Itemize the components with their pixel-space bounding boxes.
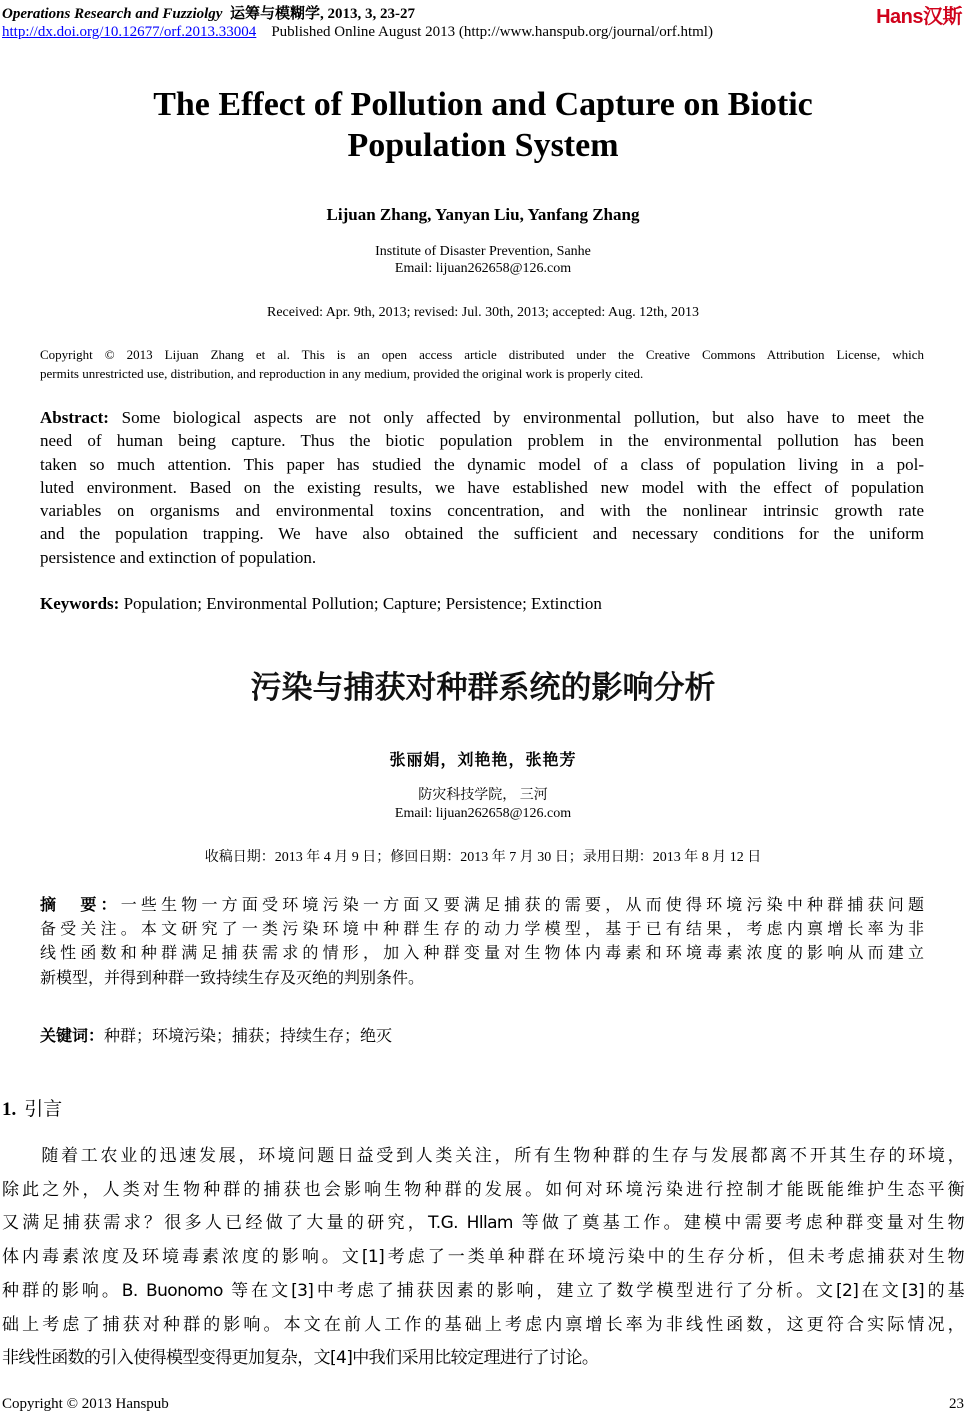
cn-keywords-label: 关键词：: [40, 1026, 105, 1045]
abstract: [40, 406, 924, 569]
copyright-line: permits unrestricted use, distribution, and reproduction in any medium, provided the original work is properly cited.: [40, 366, 644, 381]
section-title: 引言: [24, 1098, 63, 1120]
line-text: need of human being capture. Thus the biotic population problem in the environmental pollution has been: [40, 431, 924, 451]
hans-logo: Hans汉斯: [876, 6, 962, 28]
line-text: and the population trapping. We have also obtained the sufficient and necessary conditions for the uniform: [40, 524, 924, 544]
text-line: [2, 1309, 964, 1343]
text-line: [2, 1174, 964, 1208]
affiliation: Institute of Disaster Prevention, Sanhe: [375, 244, 591, 259]
copyright-line: Copyright © 2013 Lijuan Zhang et al. This is an open access article distributed under the Creative Commons Attribution License, which: [40, 347, 924, 362]
line-text: 随着工农业的迅速发展，环境问题日益受到人类关注，所有生物种群的生存与发展都离不开其生存的环境，: [2, 1146, 964, 1166]
section-number: 1.: [2, 1099, 17, 1120]
text-line: [40, 499, 924, 522]
line-text: 新模型，并得到种群一致持续生存及灭绝的判别条件。: [40, 967, 425, 987]
text-line: [40, 522, 924, 545]
text-line: [40, 546, 924, 569]
journal-cn: 运筹与模糊学, 2013, 3, 23-27: [229, 6, 415, 22]
doi-link[interactable]: http://dx.doi.org/10.12677/orf.2013.33004: [2, 24, 257, 40]
line-text: 一些生物一方面受环境污染一方面又要满足捕获的需要，从而使得环境污染中种群捕获问题: [120, 895, 924, 914]
line-text: 础上考虑了捕获对种群的影响。本文在前人工作的基础上考虑内禀增长率为非线性函数，这更符合实际情况，: [2, 1314, 964, 1335]
doi-line: [2, 24, 713, 41]
line-text: 非线性函数的引入使得模型变得更加复杂，文[4]中我们采用比较定理进行了讨论。: [2, 1348, 599, 1369]
received-dates: Received: Apr. 9th, 2013; revised: Jul. 30th, 2013; accepted: Aug. 12th, 2013: [267, 305, 699, 320]
text-line: [40, 941, 924, 965]
abstract-label: 摘 要：: [40, 895, 121, 914]
journal-name: Operations Research and Fuzziolgy: [2, 6, 223, 22]
text-line: [2, 1342, 964, 1376]
title-line: Population System: [347, 127, 619, 164]
footer-copyright: Copyright © 2013 Hanspub: [2, 1396, 169, 1412]
cn-received: 收稿日期：2013 年 4 月 9 日；修回日期：2013 年 7 月 30 日；录用日期：2013 年 8 月 12 日: [204, 850, 762, 865]
line-text: persistence and extinction of population.: [40, 547, 317, 567]
text-line: [2, 1275, 964, 1309]
paper-title: [0, 84, 966, 166]
page-number: 23: [949, 1396, 964, 1412]
text-line: [40, 406, 924, 429]
cn-keywords-text: 种群；环境污染；捕获；持续生存；绝灭: [104, 1026, 393, 1045]
cn-title: 污染与捕获对种群系统的影响分析: [250, 670, 716, 706]
text-line: [40, 893, 924, 917]
body-paragraph: [2, 1140, 964, 1376]
cn-keywords: [40, 1024, 924, 1048]
copyright-notice: [40, 345, 924, 383]
line-text: 除此之外，人类对生物种群的捕获也会影响生物种群的发展。如何对环境污染进行控制才能既能维护生态平衡: [2, 1179, 964, 1200]
text-line: [40, 429, 924, 452]
cn-affiliation: 防灾科技学院， 三河: [418, 788, 548, 803]
keywords-text: Population; Environmental Pollution; Capture; Persistence; Extinction: [119, 594, 602, 613]
line-text: Some biological aspects are not only affected by environmental pollution, but also have to meet the: [108, 408, 924, 427]
journal-header: [2, 2, 415, 23]
line-text: variables on organisms and environmental toxins concentration, and with the nonlinear intrinsic growth rate: [40, 501, 924, 521]
authors: Lijuan Zhang, Yanyan Liu, Yanfang Zhang: [326, 205, 640, 224]
cn-abstract: [40, 893, 924, 990]
keywords-label: Keywords:: [40, 594, 120, 613]
text-line: [2, 1241, 964, 1275]
section-heading: [2, 1094, 62, 1121]
title-line: The Effect of Pollution and Capture on Biotic: [153, 86, 813, 123]
line-text: 又满足捕获需求？很多人已经做了大量的研究，T.G. Hllam 等做了奠基工作。建模中需要考虑种群变量对生物: [2, 1213, 964, 1234]
cn-email: Email: lijuan262658@126.com: [394, 806, 572, 821]
text-line: [2, 1207, 964, 1241]
email: Email: lijuan262658@126.com: [394, 261, 572, 276]
text-line: [40, 453, 924, 476]
line-text: 体内毒素浓度及环境毒素浓度的影响。文[1]考虑了一类单种群在环境污染中的生存分析，但未考虑捕获对生物: [2, 1247, 964, 1268]
abstract-label: Abstract:: [40, 408, 109, 427]
line-text: 线性函数和种群满足捕获需求的情形，加入种群变量对生物体内毒素和环境毒素浓度的影响从而建立: [40, 943, 924, 963]
published-info: Published Online August 2013 (http://www.hanspub.org/journal/orf.html): [271, 24, 713, 40]
text-line: [40, 476, 924, 499]
line-text: 备受关注。本文研究了一类污染环境中种群生存的动力学模型，基于已有结果，考虑内禀增长率为非: [40, 919, 924, 939]
line-text: taken so much attention. This paper has studied the dynamic model of a class of population living in a pol-: [40, 454, 924, 474]
line-text: luted environment. Based on the existing results, we have established new model with the effect of population: [40, 477, 924, 497]
line-text: 种群的影响。B. Buonomo 等在文[3]中考虑了捕获因素的影响，建立了数学模型进行了分析。文[2]在文[3]的基: [2, 1280, 964, 1301]
text-line: [2, 1140, 964, 1174]
text-line: [40, 917, 924, 941]
text-line: [40, 966, 924, 990]
cn-authors: 张丽娟，刘艳艳，张艳芳: [389, 750, 577, 769]
keywords: [40, 592, 924, 615]
